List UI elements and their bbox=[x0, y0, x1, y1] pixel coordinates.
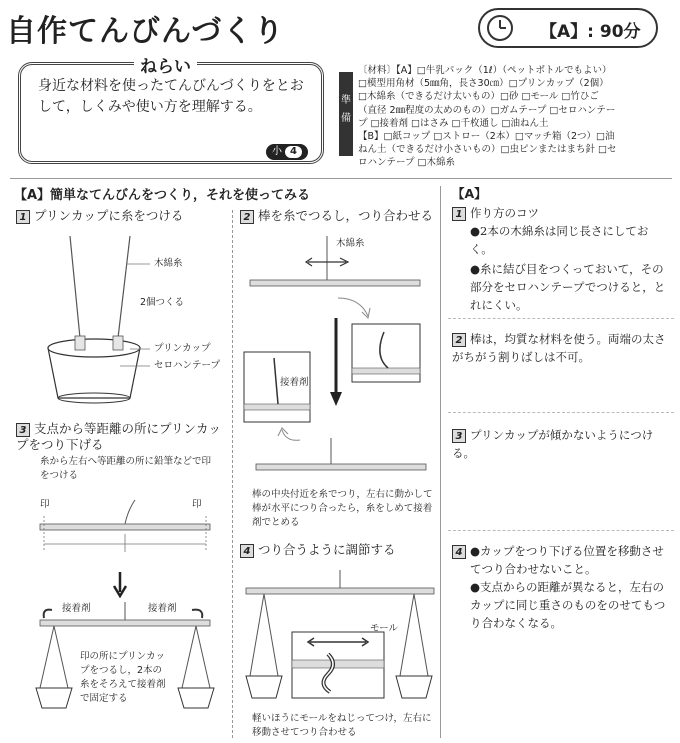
label-thread-2: 木綿糸 bbox=[336, 238, 365, 249]
glue-right: 接着剤 bbox=[148, 603, 177, 614]
materials-list bbox=[358, 64, 670, 170]
tip-1-bullet-1: ●2本の木綿糸は同じ長さにしておく。 bbox=[470, 224, 649, 256]
tip-text: 棒は，均質な材料を使う。両端の太さがちがう割りばしは不可。 bbox=[452, 332, 666, 364]
tip-1-bullet-2: ●糸に結び目をつくっておいて，その部分をセロハンテープでつけると，とれにくい。 bbox=[470, 262, 666, 312]
step-number: 3 bbox=[16, 423, 30, 437]
mark-right: 印 bbox=[192, 499, 202, 510]
page-title: 自作てんびんづくり bbox=[6, 14, 285, 49]
step-4-illustration bbox=[244, 566, 438, 706]
step-4-title bbox=[240, 542, 396, 558]
tip-title-text: 作り方のコツ bbox=[470, 206, 539, 220]
tip-divider bbox=[448, 530, 674, 531]
tip-text: プリンカップが傾かないようにつける。 bbox=[452, 428, 654, 460]
step-title-text: つり合うように調節する bbox=[258, 542, 396, 557]
grade-badge bbox=[266, 144, 308, 160]
step-3-caption: 印の所にプリンカップをつるし，2本の糸をそろえて接着剤で固定する bbox=[80, 651, 166, 704]
step-title-text: 棒を糸でつるし，つり合わせる bbox=[258, 208, 434, 223]
materials-side-label: 準備 bbox=[339, 72, 353, 156]
tip-4-bullet-1: ●カップをつり下げる位置を移動させてつり合わせないこと。 bbox=[470, 544, 664, 576]
step-2-title bbox=[240, 208, 433, 224]
tip-number: 2 bbox=[452, 333, 466, 347]
mark-left: 印 bbox=[40, 499, 50, 510]
label-tape: セロハンテープ bbox=[154, 360, 221, 371]
materials-line: （直径 2㎜程度の太めのもの）□ガムテープ □セロハンテー bbox=[358, 104, 616, 116]
label-make-two: 2個つくる bbox=[140, 297, 185, 308]
materials-line: 〔材料〕【A】□牛乳パック（1ℓ）（ペットボトルでもよい） bbox=[358, 65, 612, 76]
tip-2 bbox=[452, 330, 672, 366]
tip-divider bbox=[448, 318, 674, 319]
materials-line: ロハンテープ □木綿糸 bbox=[358, 157, 456, 169]
tip-number: 3 bbox=[452, 429, 466, 443]
label-thread: 木綿糸 bbox=[154, 258, 183, 269]
step-1-title bbox=[16, 208, 183, 224]
glue-left: 接着剤 bbox=[62, 603, 91, 614]
label-mole: モール bbox=[370, 623, 398, 634]
step-number: 4 bbox=[240, 544, 254, 558]
time-text: 【A】: 90分 bbox=[540, 22, 641, 42]
tip-4-bullet-2: ●支点からの距離が異なると，左右のカップに同じ重さのものをのせてもつり合わなくなる。 bbox=[470, 580, 666, 630]
section-a-heading: 【A】簡単なてんびんをつくり，それを使ってみる bbox=[14, 188, 311, 203]
grade-number: 4 bbox=[285, 146, 302, 158]
tips-header: 【A】 bbox=[452, 186, 487, 201]
aim-text: 身近な材料を使ったてんびんづくりをとおして，しくみや使い方を理解する。 bbox=[38, 78, 304, 115]
step-1-illustration bbox=[30, 228, 230, 412]
label-glue-2: 接着剤 bbox=[280, 377, 309, 388]
time-badge bbox=[478, 8, 658, 48]
divider bbox=[10, 178, 672, 179]
clock-icon bbox=[486, 14, 514, 42]
step-number: 2 bbox=[240, 210, 254, 224]
materials-line: プ □接着剤 □はさみ □千枚通し □油ねん土 bbox=[358, 117, 549, 129]
materials-line: 【B】□紙コップ □ストロー（2本）□マッチ箱（2つ）□油 bbox=[358, 131, 615, 143]
materials-line: □模型用角材（5㎜角，長さ30㎝）□プリンカップ（2個） bbox=[358, 78, 609, 90]
label-cup: プリンカップ bbox=[154, 343, 211, 354]
grade-label: 小 bbox=[272, 146, 282, 157]
step-3-title bbox=[16, 421, 230, 452]
step-title-text: 支点から等距離の所にプリンカップをつり下げる bbox=[16, 421, 221, 452]
step-3-note: 糸から左右へ等距離の所に鉛筆などで印をつける bbox=[40, 456, 212, 481]
tip-number: 4 bbox=[452, 545, 466, 559]
materials-line: □木綿糸（できるだけ太いもの）□砂 □モール □竹ひご bbox=[358, 91, 599, 103]
step-title-text: プリンカップに糸をつける bbox=[34, 208, 184, 223]
step-number: 1 bbox=[16, 210, 30, 224]
materials-line: ねん土（できるだけ小さいもの）□虫ピンまたはまち針 □セ bbox=[358, 144, 617, 156]
column-divider bbox=[440, 186, 441, 738]
tip-4-num bbox=[452, 542, 470, 560]
step-2-caption: 棒の中央付近を糸でつり，左右に動かして棒が水平につり合ったら，糸をしめて接着剤でとめる bbox=[252, 489, 433, 528]
tip-3 bbox=[452, 426, 672, 462]
tip-1-title bbox=[452, 204, 539, 222]
column-divider-dotted bbox=[232, 210, 233, 738]
tip-number: 1 bbox=[452, 207, 466, 221]
tip-divider bbox=[448, 412, 674, 413]
aim-heading: ねらい bbox=[134, 52, 197, 77]
step-4-caption: 軽いほうにモールをねじってつけ，左右に移動させてつり合わせる bbox=[252, 713, 432, 738]
step-2-illustration bbox=[242, 228, 438, 488]
